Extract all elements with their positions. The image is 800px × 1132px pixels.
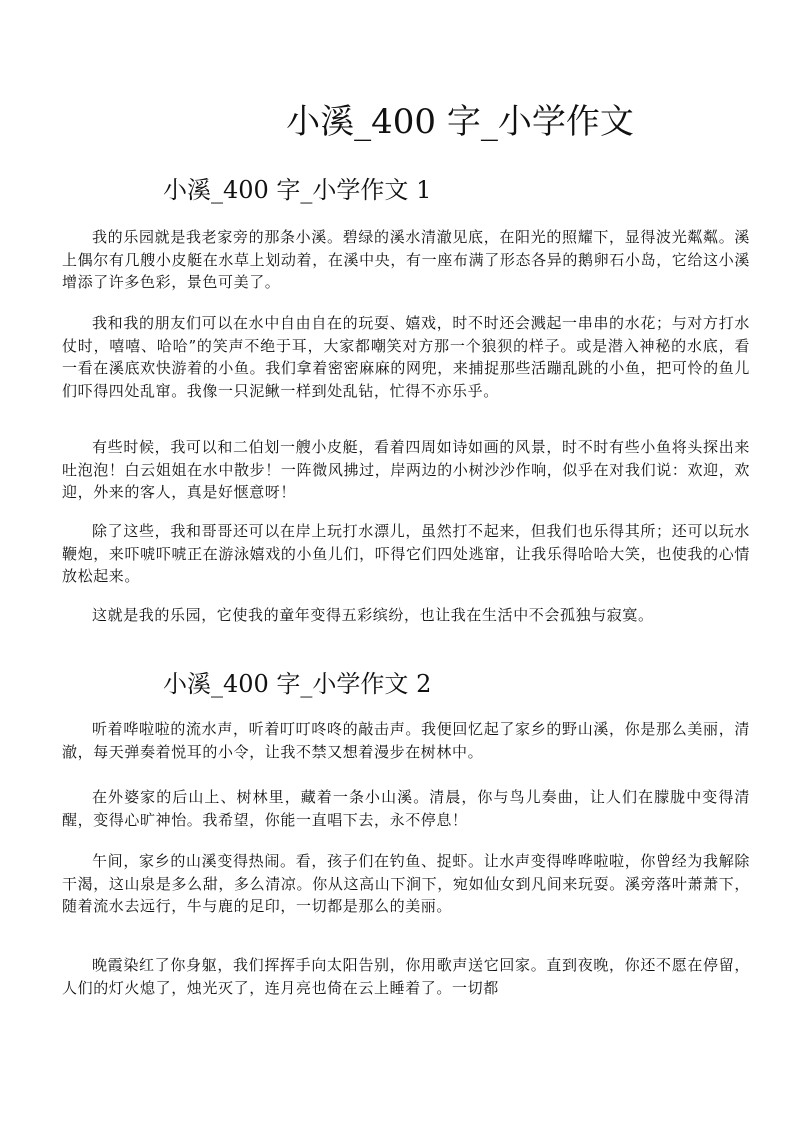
- paragraph: 听着哗啦啦的流水声，听着叮叮咚咚的敲击声。我便回忆起了家乡的野山溪，你是那么美丽，清澈，每天弹奏着悦耳的小令，让我不禁又想着漫步在树林中。: [62, 720, 750, 761]
- paragraph: 除了这些，我和哥哥还可以在岸上玩打水漂儿，虽然打不起来，但我们也乐得其所；还可以玩水鞭炮，来吓唬吓唬正在游泳嬉戏的小鱼儿们，吓得它们四处逃窜，让我乐得哈哈大笑，也使我的心情放松起来。: [62, 522, 750, 585]
- section-heading-1: 小溪_400 字_小学作文 1: [163, 176, 432, 204]
- paragraph: 这就是我的乐园，它使我的童年变得五彩缤纷，也让我在生活中不会孤独与寂寞。: [92, 606, 654, 624]
- paragraph: 晚霞染红了你身躯，我们挥挥手向太阳告别，你用歌声送它回家。直到夜晚，你还不愿在停留，人们的灯火熄了，烛光灭了，连月亮也倚在云上睡着了。一切都: [62, 956, 750, 997]
- paragraph: 午间，家乡的山溪变得热闹。看，孩子们在钓鱼、捉虾。让水声变得哗哗啦啦，你曾经为我解除干渴，这山泉是多么甜，多么清凉。你从这高山下涧下，宛如仙女到凡间来玩耍。溪旁落叶萧萧下，随着流水去远行，牛与鹿的足印，一切都是那么的美丽。: [62, 852, 750, 915]
- paragraph: 在外婆家的后山上、树林里，藏着一条小山溪。清晨，你与鸟儿奏曲，让人们在朦胧中变得清醒，变得心旷神怡。我希望，你能一直唱下去，永不停息！: [62, 788, 750, 829]
- section-heading-2: 小溪_400 字_小学作文 2: [163, 670, 432, 698]
- page-title: 小溪_400 字_小学作文: [286, 102, 634, 142]
- paragraph: 我和我的朋友们可以在水中自由自在的玩耍、嬉戏，时不时还会溅起一串串的水花；与对方打水仗时，嘻嘻、哈哈”的笑声不绝于耳，大家都嘲笑对方那一个狼狈的样子。或是潜入神秘的水底，看一看在溪底欢快游着的小鱼。我们拿着密密麻麻的网兜，来捕捉那些活蹦乱跳的小鱼，把可怜的鱼儿们吓得四处乱窜。我像一只泥鳅一样到处乱钻，忙得不亦乐乎。: [62, 314, 750, 400]
- paragraph: 我的乐园就是我老家旁的那条小溪。碧绿的溪水清澈见底，在阳光的照耀下，显得波光粼粼。溪上偶尔有几艘小皮艇在水草上划动着，在溪中央，有一座布满了形态各异的鹅卵石小岛，它给这小溪增添了许多色彩，景色可美了。: [62, 228, 750, 291]
- paragraph: 有些时候，我可以和二伯划一艘小皮艇，看着四周如诗如画的风景，时不时有些小鱼将头探出来吐泡泡！白云姐姐在水中散步！一阵微风拂过，岸两边的小树沙沙作响，似乎在对我们说：欢迎，欢迎，外来的客人，真是好惬意呀！: [62, 438, 750, 501]
